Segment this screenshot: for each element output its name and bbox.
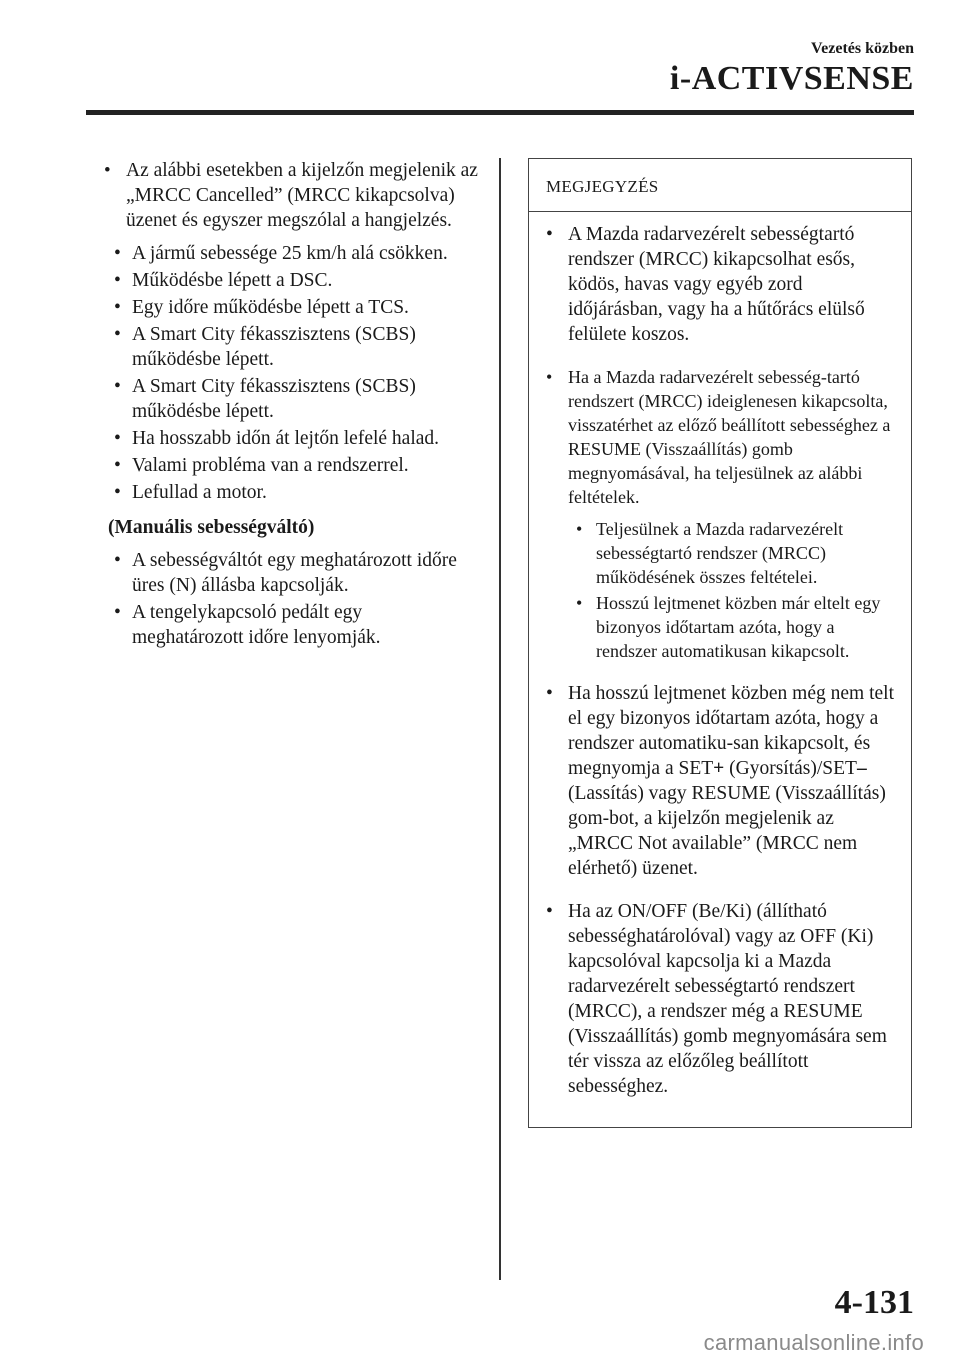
list-item: [104, 322, 478, 372]
list-item: [104, 600, 478, 650]
note-box: [528, 158, 912, 1128]
list-item: [104, 295, 478, 320]
bullet-dot-icon: •: [114, 455, 121, 476]
list-item-text: Lefullad a motor.: [132, 482, 267, 503]
list-item: [104, 241, 478, 266]
page-number: 4-131: [834, 1284, 914, 1321]
list-item: [104, 426, 478, 451]
note-body: [529, 212, 911, 1099]
note-item: [546, 681, 897, 881]
conditions-list: [104, 241, 478, 505]
bullet-dot-icon: •: [114, 270, 121, 291]
list-item: [104, 480, 478, 505]
chapter-title: i-ACTIVSENSE: [669, 60, 914, 97]
note-title: MEGJEGYZÉS: [529, 159, 911, 212]
note-item-text-part: (Lassítás) vagy RESUME (Visszaállítás) gom-bot, a kijelzőn megjelenik az „MRCC Not available” (MRCC nem elérhető) üzenet.: [568, 783, 886, 879]
note-item-text: Ha az ON/OFF (Be/Ki) (állítható sebességhatárolóval) vagy az OFF (Ki) kapcsolóval kapcsolja ki a Mazda radarvezérelt sebességtartó rendszert (MRCC), a rendszer még a RESUME (Visszaállítás) gomb megnyomására sem tér vissza az előzőleg beállított sebességhez.: [568, 901, 887, 1097]
intro-text: Az alábbi esetekben a kijelzőn megjelenik az „MRCC Cancelled” (MRCC kikapcsolva) üzenet és egyszer megszólal a hangjelzés.: [126, 160, 478, 231]
note-item: [546, 365, 897, 663]
bullet-dot-icon: •: [546, 224, 553, 245]
bullet-dot-icon: •: [546, 683, 553, 704]
note-item-text: Ha a Mazda radarvezérelt sebesség-tartó rendszert (MRCC) ideiglenesen kikapcsolta, visszatérhet az előző beállított sebességhez a RESUME (Visszaállítás) gomb megnyomásával, ha teljesülnek az alábbi feltételek.: [568, 367, 891, 507]
bullet-dot-icon: •: [114, 376, 121, 397]
manual-transmission-heading: (Manuális sebességváltó): [108, 517, 315, 538]
left-column: [104, 158, 478, 652]
list-item-text: Valami probléma van a rendszerrel.: [132, 455, 409, 476]
bullet-dot-icon: •: [576, 593, 583, 613]
list-item: [104, 268, 478, 293]
bullet-dot-icon: •: [546, 367, 553, 387]
list-item-text: Teljesülnek a Mazda radarvezérelt sebességtartó rendszer (MRCC) működésének összes feltételei.: [596, 519, 844, 587]
list-item: [568, 591, 897, 663]
note-item-text-part: Ha hosszú lejtmenet közben még nem telt el egy bizonyos időtartam azóta, hogy a rendszer automatiku-san kikapcsolt, és megnyomja a SET: [568, 683, 894, 779]
list-item-text: Hosszú lejtmenet közben már eltelt egy bizonyos időtartam azóta, hogy a rendszer automatikusan kikapcsolt.: [596, 593, 881, 661]
header-rule: [86, 110, 914, 115]
section-label: Vezetés közben: [811, 40, 914, 57]
note-item-text: [568, 683, 894, 879]
bullet-dot-icon: •: [104, 160, 111, 181]
list-item: [104, 453, 478, 478]
note-item-text: A Mazda radarvezérelt sebességtartó rendszer (MRCC) kikapcsolhat esős, ködös, havas vagy egyéb zord időjárásban, vagy ha a hűtőrács elülső felülete koszos.: [568, 224, 865, 345]
list-item-text: Működésbe lépett a DSC.: [132, 270, 333, 291]
intro-bullet: [104, 158, 478, 233]
watermark: carmanualsonline.info: [703, 1330, 924, 1355]
list-item-text: Egy időre működésbe lépett a TCS.: [132, 297, 409, 318]
bullet-dot-icon: •: [114, 243, 121, 264]
minus-icon: –: [856, 758, 867, 779]
note-item: [546, 222, 897, 347]
list-item: [104, 374, 478, 424]
list-item: [104, 548, 478, 598]
bullet-dot-icon: •: [114, 428, 121, 449]
note-item-text-part: (Gyorsítás)/SET: [724, 758, 857, 779]
plus-icon: +: [713, 758, 725, 779]
bullet-dot-icon: •: [114, 297, 121, 318]
list-item-text: A jármű sebessége 25 km/h alá csökken.: [132, 243, 448, 264]
note-sub-list: [568, 517, 897, 663]
column-divider: [499, 158, 501, 1280]
list-item: [568, 517, 897, 589]
bullet-dot-icon: •: [114, 482, 121, 503]
list-item-text: Ha hosszabb időn át lejtőn lefelé halad.: [132, 428, 440, 449]
note-item: [546, 899, 897, 1099]
list-item-text: A tengelykapcsoló pedált egy meghatározott időre lenyomják.: [132, 602, 381, 648]
list-item-text: A Smart City fékasszisztens (SCBS) működésbe lépett.: [132, 376, 416, 422]
bullet-dot-icon: •: [114, 602, 121, 623]
bullet-dot-icon: •: [546, 901, 553, 922]
manual-conditions-list: [104, 548, 478, 650]
bullet-dot-icon: •: [114, 550, 121, 571]
bullet-dot-icon: •: [576, 519, 583, 539]
list-item-text: A sebességváltót egy meghatározott időre üres (N) állásba kapcsolják.: [132, 550, 457, 596]
bullet-dot-icon: •: [114, 324, 121, 345]
list-item-text: A Smart City fékasszisztens (SCBS) működésbe lépett.: [132, 324, 416, 370]
